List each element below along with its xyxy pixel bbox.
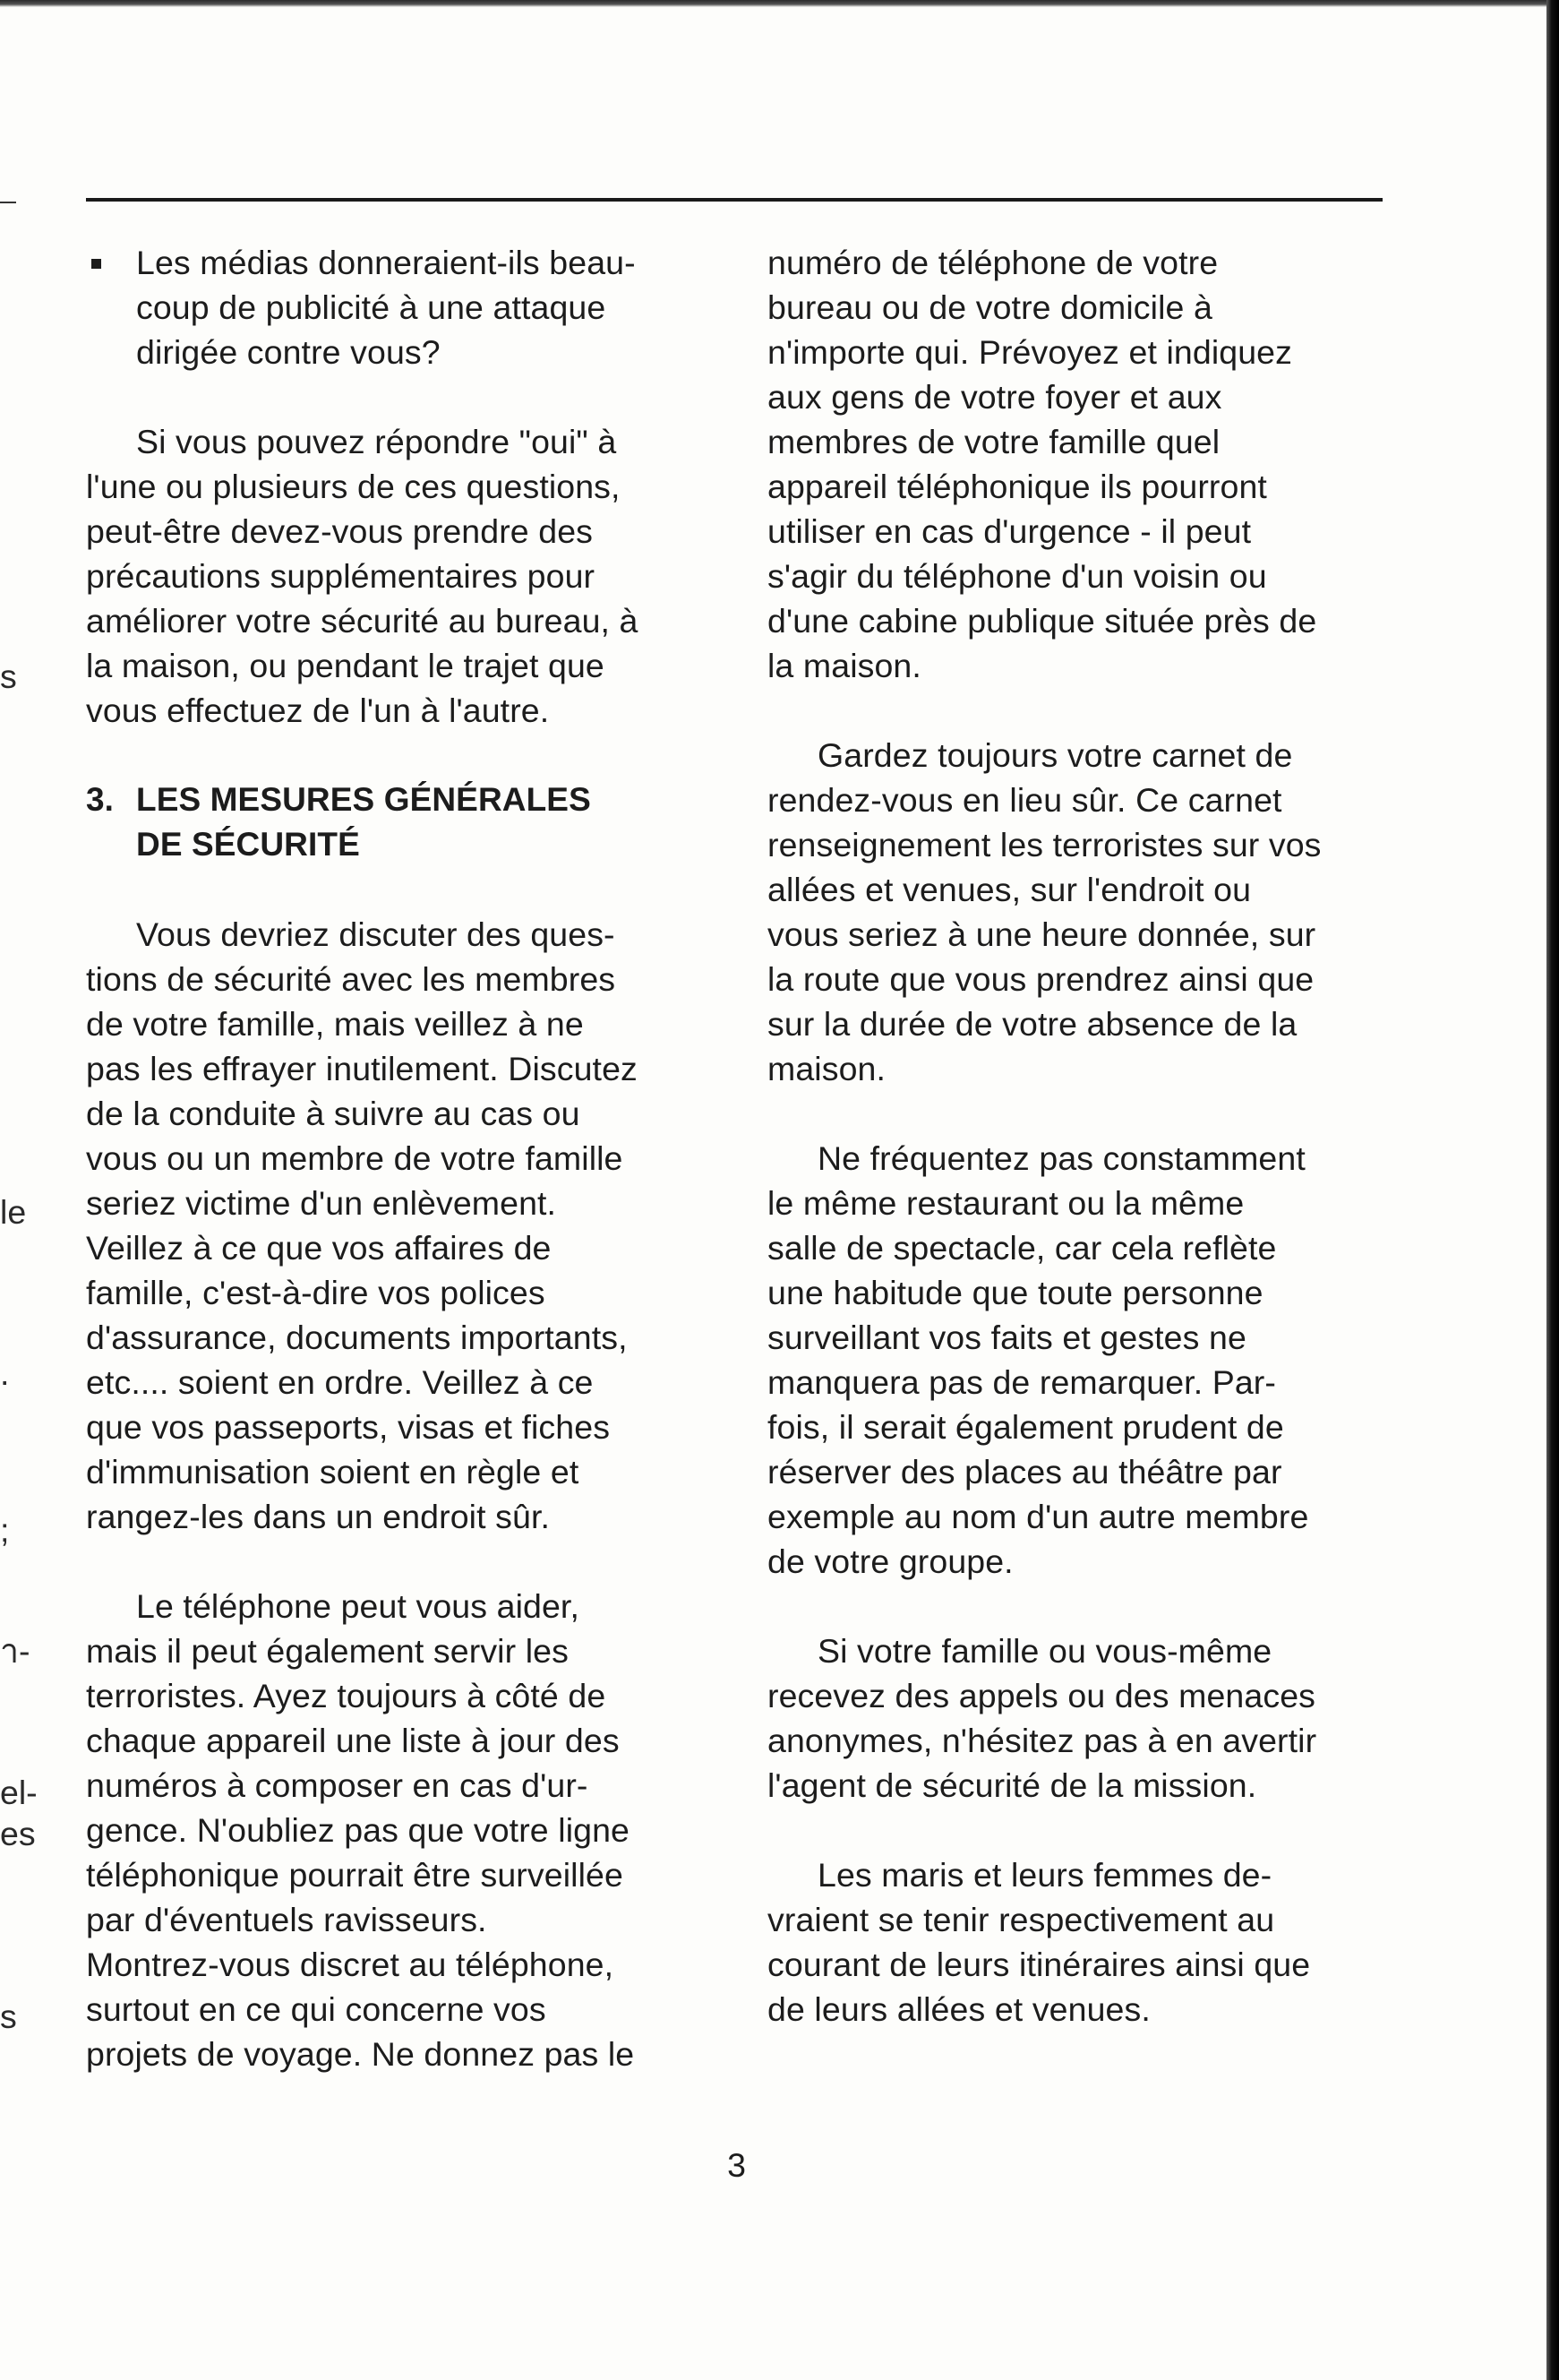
heading-line: LES MESURES GÉNÉRALES <box>136 781 591 818</box>
text-line: de votre famille, mais veillez à ne <box>86 1005 584 1043</box>
text-line: vous seriez à une heure donnée, sur <box>767 915 1316 953</box>
text-line: utiliser en cas d'urgence - il peut <box>767 512 1252 550</box>
text-line: surveillant vos faits et gestes ne <box>767 1319 1246 1356</box>
text-line: la maison. <box>767 647 921 684</box>
text-line: mais il peut également servir les <box>86 1632 569 1670</box>
margin-fragment: le <box>0 1193 27 1231</box>
text-line: pas les effrayer inutilement. Discutez <box>86 1050 638 1087</box>
margin-fragment: า- <box>0 1632 30 1670</box>
text-line: la route que vous prendrez ainsi que <box>767 960 1315 998</box>
margin-fragment: es <box>0 1815 36 1852</box>
text-line: Le téléphone peut vous aider, <box>136 1587 579 1625</box>
text-line: sur la durée de votre absence de la <box>767 1005 1298 1043</box>
text-line: maison. <box>767 1050 887 1087</box>
paragraph <box>86 1584 731 2076</box>
text-line: anonymes, n'hésitez pas à en avertir <box>767 1722 1317 1759</box>
text-line: vous effectuez de l'un à l'autre. <box>86 692 550 729</box>
text-line: que vos passeports, visas et fiches <box>86 1408 611 1446</box>
text-line: par d'éventuels ravisseurs. <box>86 1901 487 1938</box>
text-line: d'assurance, documents importants, <box>86 1319 628 1356</box>
text-line: de votre groupe. <box>767 1542 1014 1580</box>
text-line: tions de sécurité avec les membres <box>86 960 616 998</box>
bullet-item <box>86 240 731 374</box>
text-line: peut-être devez-vous prendre des <box>86 512 594 550</box>
text-line: exemple au nom d'un autre membre <box>767 1498 1309 1535</box>
left-column <box>86 240 731 2076</box>
margin-fragment: ; <box>0 1511 10 1549</box>
paragraph <box>767 240 1394 688</box>
paragraph <box>767 1628 1394 1808</box>
margin-fragment: s <box>0 657 17 695</box>
text-line: Veillez à ce que vos affaires de <box>86 1229 552 1267</box>
margin-mark <box>0 202 16 203</box>
text-line: seriez victime d'un enlèvement. <box>86 1184 557 1222</box>
paragraph <box>86 419 731 733</box>
text-line: de leurs allées et venues. <box>767 1990 1151 2028</box>
square-bullet-icon <box>91 259 101 269</box>
text-line: fois, il serait également prudent de <box>767 1408 1284 1446</box>
text-line: Si votre famille ou vous-même <box>818 1632 1272 1670</box>
paragraph <box>767 1136 1394 1584</box>
text-line: gence. N'oubliez pas que votre ligne <box>86 1811 630 1849</box>
text-line: Si vous pouvez répondre "oui" à <box>136 423 617 460</box>
text-line: dirigée contre vous? <box>136 333 441 371</box>
text-line: téléphonique pourrait être surveillée <box>86 1856 623 1894</box>
heading-line: DE SÉCURITÉ <box>136 826 360 863</box>
page-number: 3 <box>727 2146 746 2184</box>
text-line: améliorer votre sécurité au bureau, à <box>86 602 638 640</box>
text-line: allées et venues, sur l'endroit ou <box>767 871 1252 908</box>
text-line: numéro de téléphone de votre <box>767 244 1219 281</box>
right-column <box>767 240 1394 2032</box>
text-line: vraient se tenir respectivement au <box>767 1901 1275 1938</box>
text-line: Gardez toujours votre carnet de <box>818 736 1293 774</box>
heading-number: 3. <box>86 781 115 818</box>
text-line: manquera pas de remarquer. Par- <box>767 1363 1276 1401</box>
text-line: rendez-vous en lieu sûr. Ce carnet <box>767 781 1282 819</box>
text-line: membres de votre famille quel <box>767 423 1221 460</box>
text-line: Les médias donneraient-ils beau- <box>136 244 636 281</box>
paragraph <box>767 733 1394 1091</box>
scan-edge-right <box>1546 0 1559 2380</box>
text-line: chaque appareil une liste à jour des <box>86 1722 620 1759</box>
paragraph <box>86 912 731 1539</box>
text-line: précautions supplémentaires pour <box>86 557 595 595</box>
text-line: d'une cabine publique située près de <box>767 602 1317 640</box>
text-line: renseignement les terroristes sur vos <box>767 826 1322 864</box>
text-line: bureau ou de votre domicile à <box>767 288 1212 326</box>
text-line: surtout en ce qui concerne vos <box>86 1990 546 2028</box>
text-line: appareil téléphonique ils pourront <box>767 468 1267 505</box>
text-line: famille, c'est-à-dire vos polices <box>86 1274 545 1311</box>
text-line: le même restaurant ou la même <box>767 1184 1245 1222</box>
text-line: terroristes. Ayez toujours à côté de <box>86 1677 606 1714</box>
text-line: Ne fréquentez pas constamment <box>818 1139 1306 1177</box>
text-line: Les maris et leurs femmes de- <box>818 1856 1272 1894</box>
text-line: aux gens de votre foyer et aux <box>767 378 1222 416</box>
scan-edge-top <box>0 0 1559 7</box>
text-line: la maison, ou pendant le trajet que <box>86 647 604 684</box>
section-heading <box>86 778 731 867</box>
text-line: courant de leurs itinéraires ainsi que <box>767 1946 1311 1983</box>
text-line: l'une ou plusieurs de ces questions, <box>86 468 621 505</box>
text-line: recevez des appels ou des menaces <box>767 1677 1315 1714</box>
text-line: projets de voyage. Ne donnez pas le <box>86 2035 635 2073</box>
text-line: d'immunisation soient en règle et <box>86 1453 579 1491</box>
text-line: Montrez-vous discret au téléphone, <box>86 1946 614 1983</box>
text-line: l'agent de sécurité de la mission. <box>767 1766 1257 1804</box>
text-line: réserver des places au théâtre par <box>767 1453 1282 1491</box>
text-line: n'importe qui. Prévoyez et indiquez <box>767 333 1292 371</box>
margin-fragment: el- <box>0 1774 38 1811</box>
text-line: s'agir du téléphone d'un voisin ou <box>767 557 1267 595</box>
text-line: coup de publicité à une attaque <box>136 288 606 326</box>
text-line: Vous devriez discuter des ques- <box>136 915 615 953</box>
margin-fragment: s <box>0 1998 17 2035</box>
text-line: une habitude que toute personne <box>767 1274 1263 1311</box>
text-line: vous ou un membre de votre famille <box>86 1139 623 1177</box>
text-line: rangez-les dans un endroit sûr. <box>86 1498 550 1535</box>
margin-fragment: . <box>0 1354 10 1392</box>
paragraph <box>767 1852 1394 2032</box>
text-line: de la conduite à suivre au cas ou <box>86 1095 580 1132</box>
text-line: salle de spectacle, car cela reflète <box>767 1229 1277 1267</box>
text-line: numéros à composer en cas d'ur- <box>86 1766 588 1804</box>
text-line: etc.... soient en ordre. Veillez à ce <box>86 1363 594 1401</box>
header-rule <box>86 198 1383 202</box>
